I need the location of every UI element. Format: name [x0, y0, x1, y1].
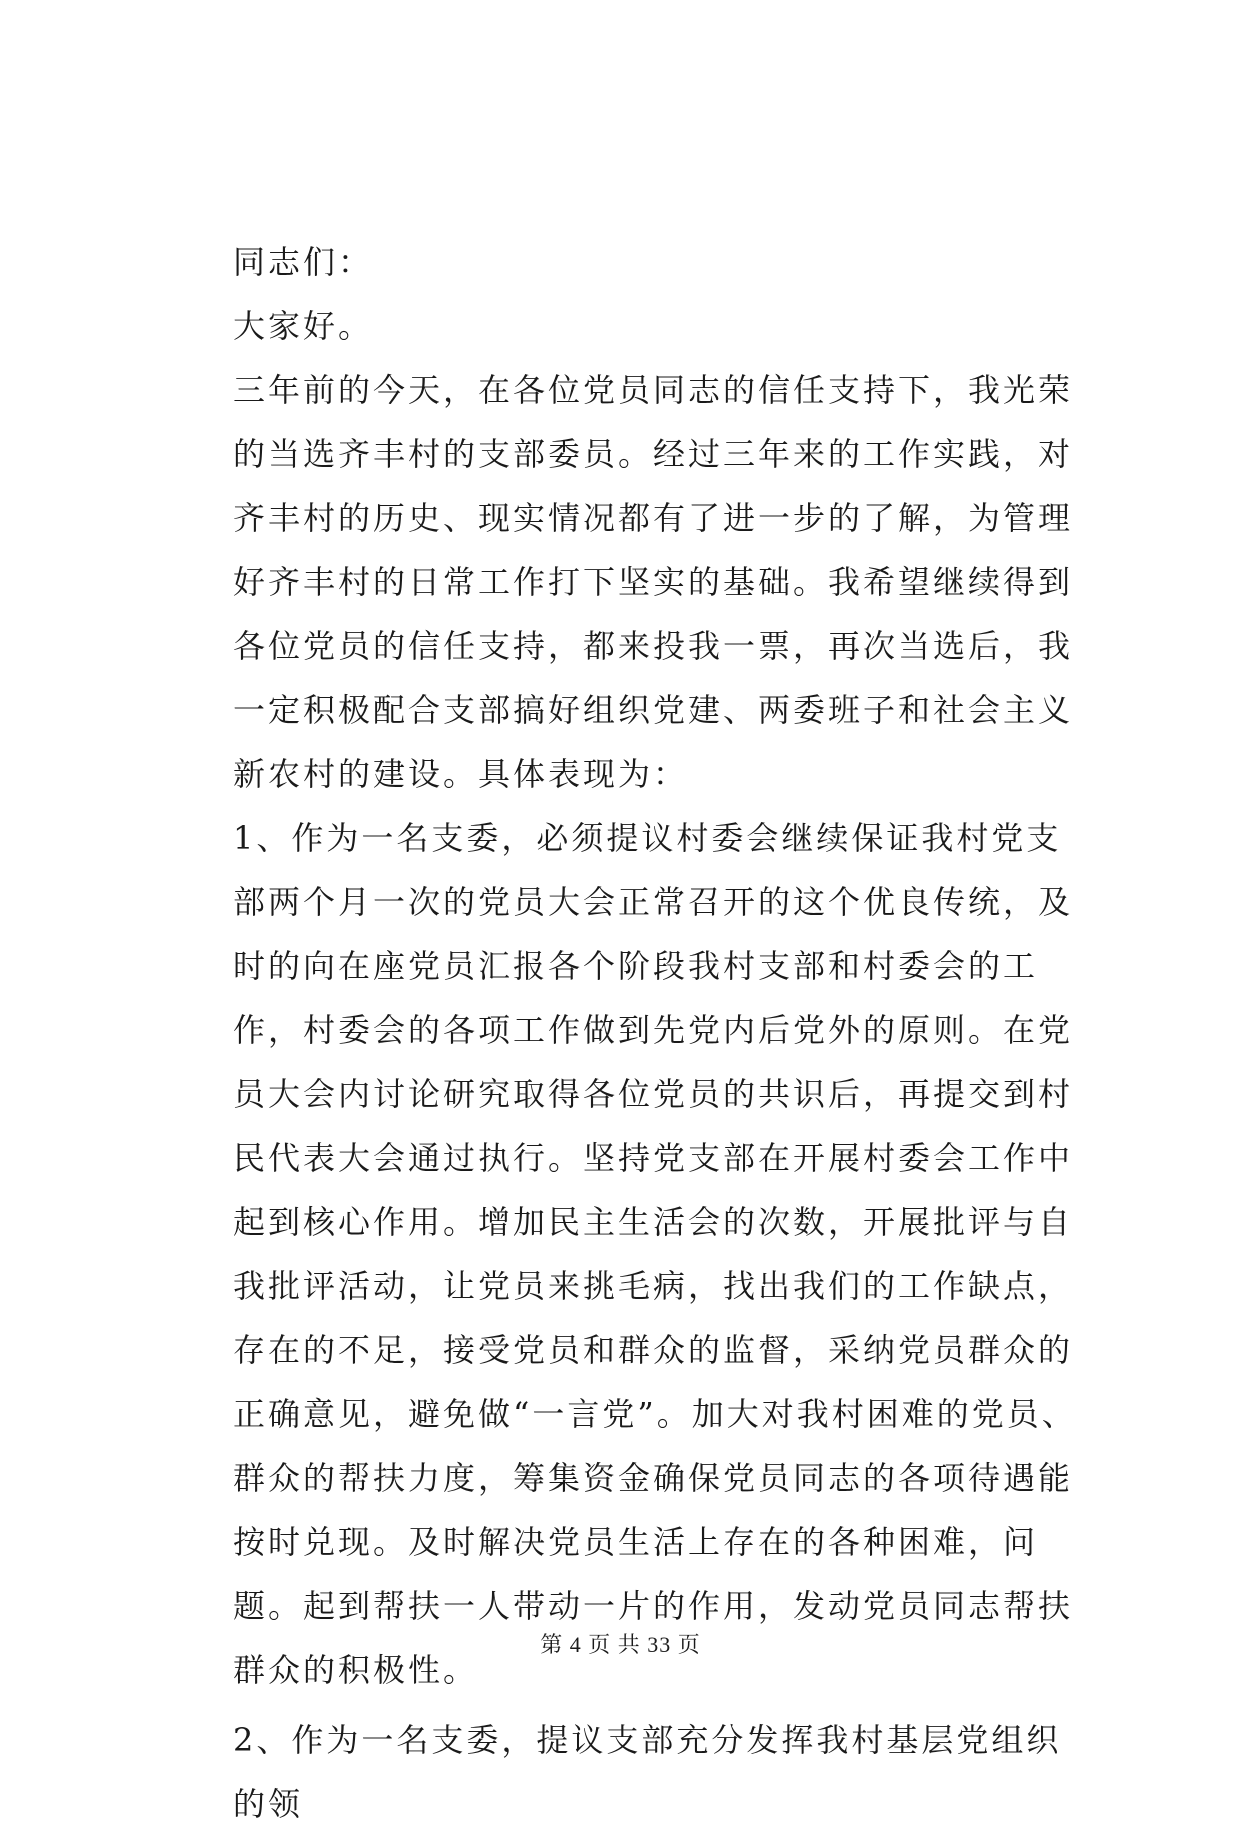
- document-body: [233, 230, 1083, 1836]
- paragraph-intro: 三年前的今天，在各位党员同志的信任支持下，我光荣的当选齐丰村的支部委员。经过三年来的工作实践，对齐丰村的历史、现实情况都有了进一步的了解，为管理好齐丰村的日常工作打下坚实的基础。我希望继续得到各位党员的信任支持，都来投我一票，再次当选后，我一定积极配合支部搞好组织党建、两委班子和社会主义新农村的建设。具体表现为：: [233, 371, 1074, 793]
- paragraph-point-2: 2、作为一名支委，提议支部充分发挥我村基层党组织的领: [233, 1721, 1062, 1823]
- greeting: 大家好。: [233, 307, 374, 345]
- salutation: 同志们：: [233, 243, 374, 281]
- page-number-footer: 第 4 页 共 33 页: [540, 1632, 701, 1657]
- paragraph-point-1: 1、作为一名支委，必须提议村委会继续保证我村党支部两个月一次的党员大会正常召开的这个优良传统，及时的向在座党员汇报各个阶段我村支部和村委会的工作，村委会的各项工作做到先党内后党外的原则。在党员大会内讨论研究取得各位党员的共识后，再提交到村民代表大会通过执行。坚持党支部在开展村委会工作中起到核心作用。增加民主生活会的次数，开展批评与自我批评活动，让党员来挑毛病，找出我们的工作缺点，存在的不足，接受党员和群众的监督，采纳党员群众的正确意见，避免做“一言党”。加大对我村困难的党员、群众的帮扶力度，筹集资金确保党员同志的各项待遇能按时兑现。及时解决党员生活上存在的各种困难，问题。起到帮扶一人带动一片的作用，发动党员同志帮扶群众的积极性。: [233, 819, 1077, 1689]
